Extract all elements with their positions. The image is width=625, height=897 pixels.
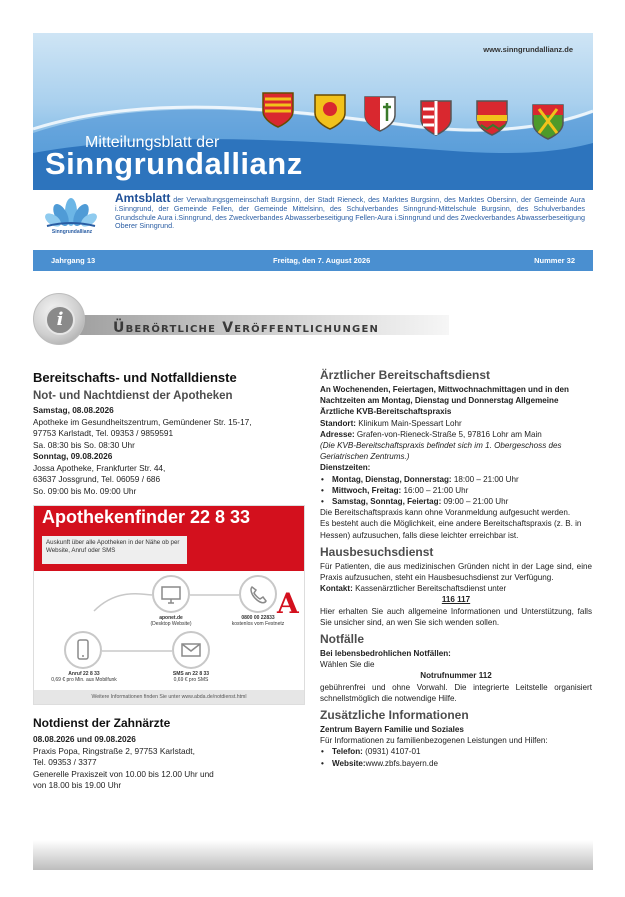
dz3-label: Samstag, Sonntag, Feiertag: — [332, 497, 442, 507]
sunday-line-3: So. 09:00 bis Mo. 09:00 Uhr — [33, 485, 137, 496]
voranmeldung-text: Die Bereitschaftspraxis kann ohne Voranmeldung aufgesucht werden. — [320, 508, 571, 518]
section-badge — [33, 293, 85, 345]
masthead — [33, 33, 593, 271]
ad-phone-l1: 0800 00 22833 — [241, 615, 275, 621]
website-link[interactable]: www.zbfs.bayern.de — [365, 758, 439, 768]
notrufnummer: Notrufnummer 112 — [420, 671, 492, 681]
coat-of-arms-row — [261, 91, 581, 151]
ad-body — [34, 571, 304, 689]
heading-zahnaerzte: Notdienst der Zahnärzte — [33, 716, 171, 730]
heading-bereitschaft: Bereitschafts- und Notfalldienste — [33, 370, 237, 385]
amtsblatt-body: der Verwaltungsgemeinschaft Burgsinn, der Stadt Rieneck, des Marktes Burgsinn, des Marktes Obersinn, der Gemeinde Aura i.Sinngrund, der Gemeinde Fellen, der Gemeinde Mittelsinn, des Schulverbandes Sinngrund-Mittelschule Burgsinn, des Schulverbandes Grundschule Aura i.Sinngrund, des Zweckverbandes Abwasserbeseitigung Fellen-Aura i.Sinngrund und des Zweckverbandes Abwasserbeseitigung Oberer Sinngrund. — [115, 195, 585, 231]
ad-footer[interactable]: Weitere Informationen finden Sie unter www.abda.de/notdienst.html — [34, 690, 304, 704]
list-item — [320, 474, 592, 485]
ad-note: Auskunft über alle Apotheken in der Nähe ob per Website, Anruf oder SMS — [42, 536, 187, 564]
saturday-line-2: 97753 Karlstadt, Tel. 09353 / 9859591 — [33, 428, 174, 438]
dz1-value: 18:00 – 21:00 Uhr — [451, 474, 519, 484]
zentrum-name: Zentrum Bayern Familie und Soziales — [320, 725, 464, 735]
amtsblatt-block — [33, 190, 593, 246]
ad-sms-l2: 0,69 € pro SMS — [173, 677, 209, 683]
sunday-line-1: Jossa Apotheke, Frankfurter Str. 44, — [33, 462, 166, 473]
ad-header — [34, 506, 304, 571]
dz3-value: 09:00 – 21:00 Uhr — [441, 497, 509, 507]
dienstzeiten-label: Dienstzeiten: — [320, 463, 371, 473]
saturday-line-3: Sa. 08:30 bis So. 08:30 Uhr — [33, 439, 135, 450]
apothekenfinder-ad[interactable] — [33, 505, 305, 705]
ad-title: Apothekenfinder 22 8 33 — [42, 507, 251, 527]
logo-caption: Sinngrundallianz — [51, 229, 93, 235]
adresse-line — [320, 429, 592, 440]
section-title: Überörtliche Veröffentlichungen — [113, 320, 380, 336]
issue-number: Nummer 32 — [534, 256, 575, 265]
sunday-date: Sonntag, 09.08.2026 — [33, 451, 113, 461]
contact-list — [320, 746, 592, 768]
kvb-note: (Die KVB-Bereitschaftspraxis befindet sich im 1. Obergeschoss des Geriatrischen Zentrums.) — [320, 441, 562, 462]
zahn-line-4: von 18.00 bis 19.00 Uhr — [33, 780, 122, 790]
masthead-title: Sinngrundallianz — [45, 146, 303, 181]
dz2-label: Mittwoch, Freitag: — [332, 485, 402, 495]
hausbesuch-text: Für Patienten, die aus medizinischen Gründen nicht in der Lage sind, eine Praxis aufzusuchen, steht ein Hausbesuchsdienst zur Verfügung. — [320, 561, 592, 583]
masthead-hero — [33, 33, 593, 190]
info-icon: i — [45, 305, 75, 335]
adresse-label: Adresse: — [320, 429, 355, 439]
ad-phone-l2: kostenlos vom Festnetz — [231, 621, 285, 627]
standort-label: Standort: — [320, 418, 356, 428]
left-column — [33, 370, 305, 792]
right-column — [320, 368, 592, 769]
ad-connector-lines — [34, 571, 304, 689]
kontakt-value: Kassenärztlicher Bereitschaftsdienst unter — [352, 584, 507, 594]
sunday-line-2: 63637 Jossgrund, Tel. 06059 / 686 — [33, 474, 161, 484]
telefon-label: Telefon: — [332, 747, 363, 757]
masthead-subtitle: Mitteilungsblatt der — [85, 134, 220, 151]
flower-logo-icon — [41, 196, 101, 230]
list-item — [320, 758, 592, 769]
amtsblatt-text — [115, 191, 585, 231]
ad-web-l2: (Desktop Website) — [150, 621, 192, 627]
ad-mobile-l2: 0,69 € pro Min. aus Mobilfunk — [51, 677, 117, 683]
amtsblatt-heading: Amtsblatt — [115, 191, 171, 205]
section-banner — [33, 293, 593, 343]
ad-web-l1[interactable]: aponet.de — [159, 615, 183, 621]
dienstzeiten-list — [320, 474, 592, 508]
telefon-value[interactable]: (0931) 4107-01 — [362, 747, 421, 757]
website-label: Website: — [332, 758, 366, 768]
zahn-line-1: Praxis Popa, Ringstraße 2, 97753 Karlstadt, — [33, 745, 195, 756]
heading-hausbesuch: Hausbesuchsdienst — [320, 544, 434, 559]
crest-obersinn-icon — [475, 99, 509, 137]
zahn-line-3: Generelle Praxiszeit von 10.00 bis 12.00 Uhr und — [33, 768, 214, 779]
zahn-date: 08.08.2026 und 09.08.2026 — [33, 734, 136, 744]
crest-rieneck-icon — [313, 93, 347, 131]
heading-aerztlich: Ärztlicher Bereitschaftsdienst — [320, 368, 491, 382]
kontakt-label: Kontakt: — [320, 584, 353, 594]
saturday-line-1: Apotheke im Gesundheitszentrum, Gemündener Str. 15-17, — [33, 416, 252, 427]
crest-mittelsinn-icon — [419, 99, 453, 137]
sinngrundallianz-logo — [41, 196, 101, 240]
list-item — [320, 746, 592, 757]
notfall-intro: Bei lebensbedrohlichen Notfällen: — [320, 649, 451, 659]
dz2-value: 16:00 – 21:00 Uhr — [401, 485, 469, 495]
waehlen-text: Wählen Sie die — [320, 660, 375, 670]
list-item — [320, 485, 592, 496]
heading-zusatz: Zusätzliche Informationen — [320, 708, 469, 723]
zahn-line-2: Tel. 09353 / 3377 — [33, 757, 97, 767]
standort-line — [320, 418, 592, 429]
site-url[interactable]: www.sinngrundallianz.de — [483, 45, 573, 54]
crest-burgsinn-icon — [261, 91, 295, 129]
kontakt-line — [320, 583, 592, 594]
saturday-date: Samstag, 08.08.2026 — [33, 405, 114, 415]
heading-apotheken: Not- und Nachtdienst der Apotheken — [33, 390, 233, 402]
hier-text: Hier erhalten Sie auch allgemeine Informationen und Unterstützung, falls Sie unsicher sind, an wen Sie sich wenden sollen. — [320, 606, 592, 627]
ad-sms-l1: SMS an 22 8 33 — [172, 671, 210, 677]
heading-notfaelle: Notfälle — [320, 632, 365, 647]
arzt-intro: An Wochenenden, Feiertagen, Mittwochnachmittagen und in den Nachtzeiten am Montag, Dienstag und Donnerstag Allgemeine Ärztliche KVB-Bereitschaftspraxis — [320, 385, 569, 417]
list-item — [320, 496, 592, 507]
apotheke-logo-icon: A — [277, 587, 299, 620]
moeglichkeit-text: Es besteht auch die Möglichkeit, eine andere Bereitschaftspraxis (z. B. in Hessen) aufzusuchen, falls diese leichter erreichbar ist. — [320, 519, 582, 540]
page-footer-bar — [33, 840, 593, 870]
adresse-value: Grafen-von-Rieneck-Straße 5, 97816 Lohr am Main — [354, 429, 542, 439]
dz1-label: Montag, Dienstag, Donnerstag: — [332, 474, 452, 484]
issue-date: Freitag, den 7. August 2026 — [273, 256, 371, 265]
crest-fellen-icon — [363, 95, 397, 133]
ad-mobile-l1: Anruf 22 8 33 — [68, 671, 100, 677]
standort-value: Klinikum Main-Spessart Lohr — [355, 418, 462, 428]
jahrgang: Jahrgang 13 — [51, 256, 96, 265]
gebuehr-text: gebührenfrei und ohne Vorwahl. Die integrierte Leitstelle organisiert schnellstmöglich die notwendige Hilfe. — [320, 682, 592, 703]
crest-aura-icon — [531, 103, 565, 141]
issue-info-bar — [33, 250, 593, 271]
kontakt-number[interactable]: 116 117 — [441, 595, 471, 605]
fuer-info-text: Für Informationen zu familienbezogenen Leistungen und Hilfen: — [320, 736, 548, 746]
